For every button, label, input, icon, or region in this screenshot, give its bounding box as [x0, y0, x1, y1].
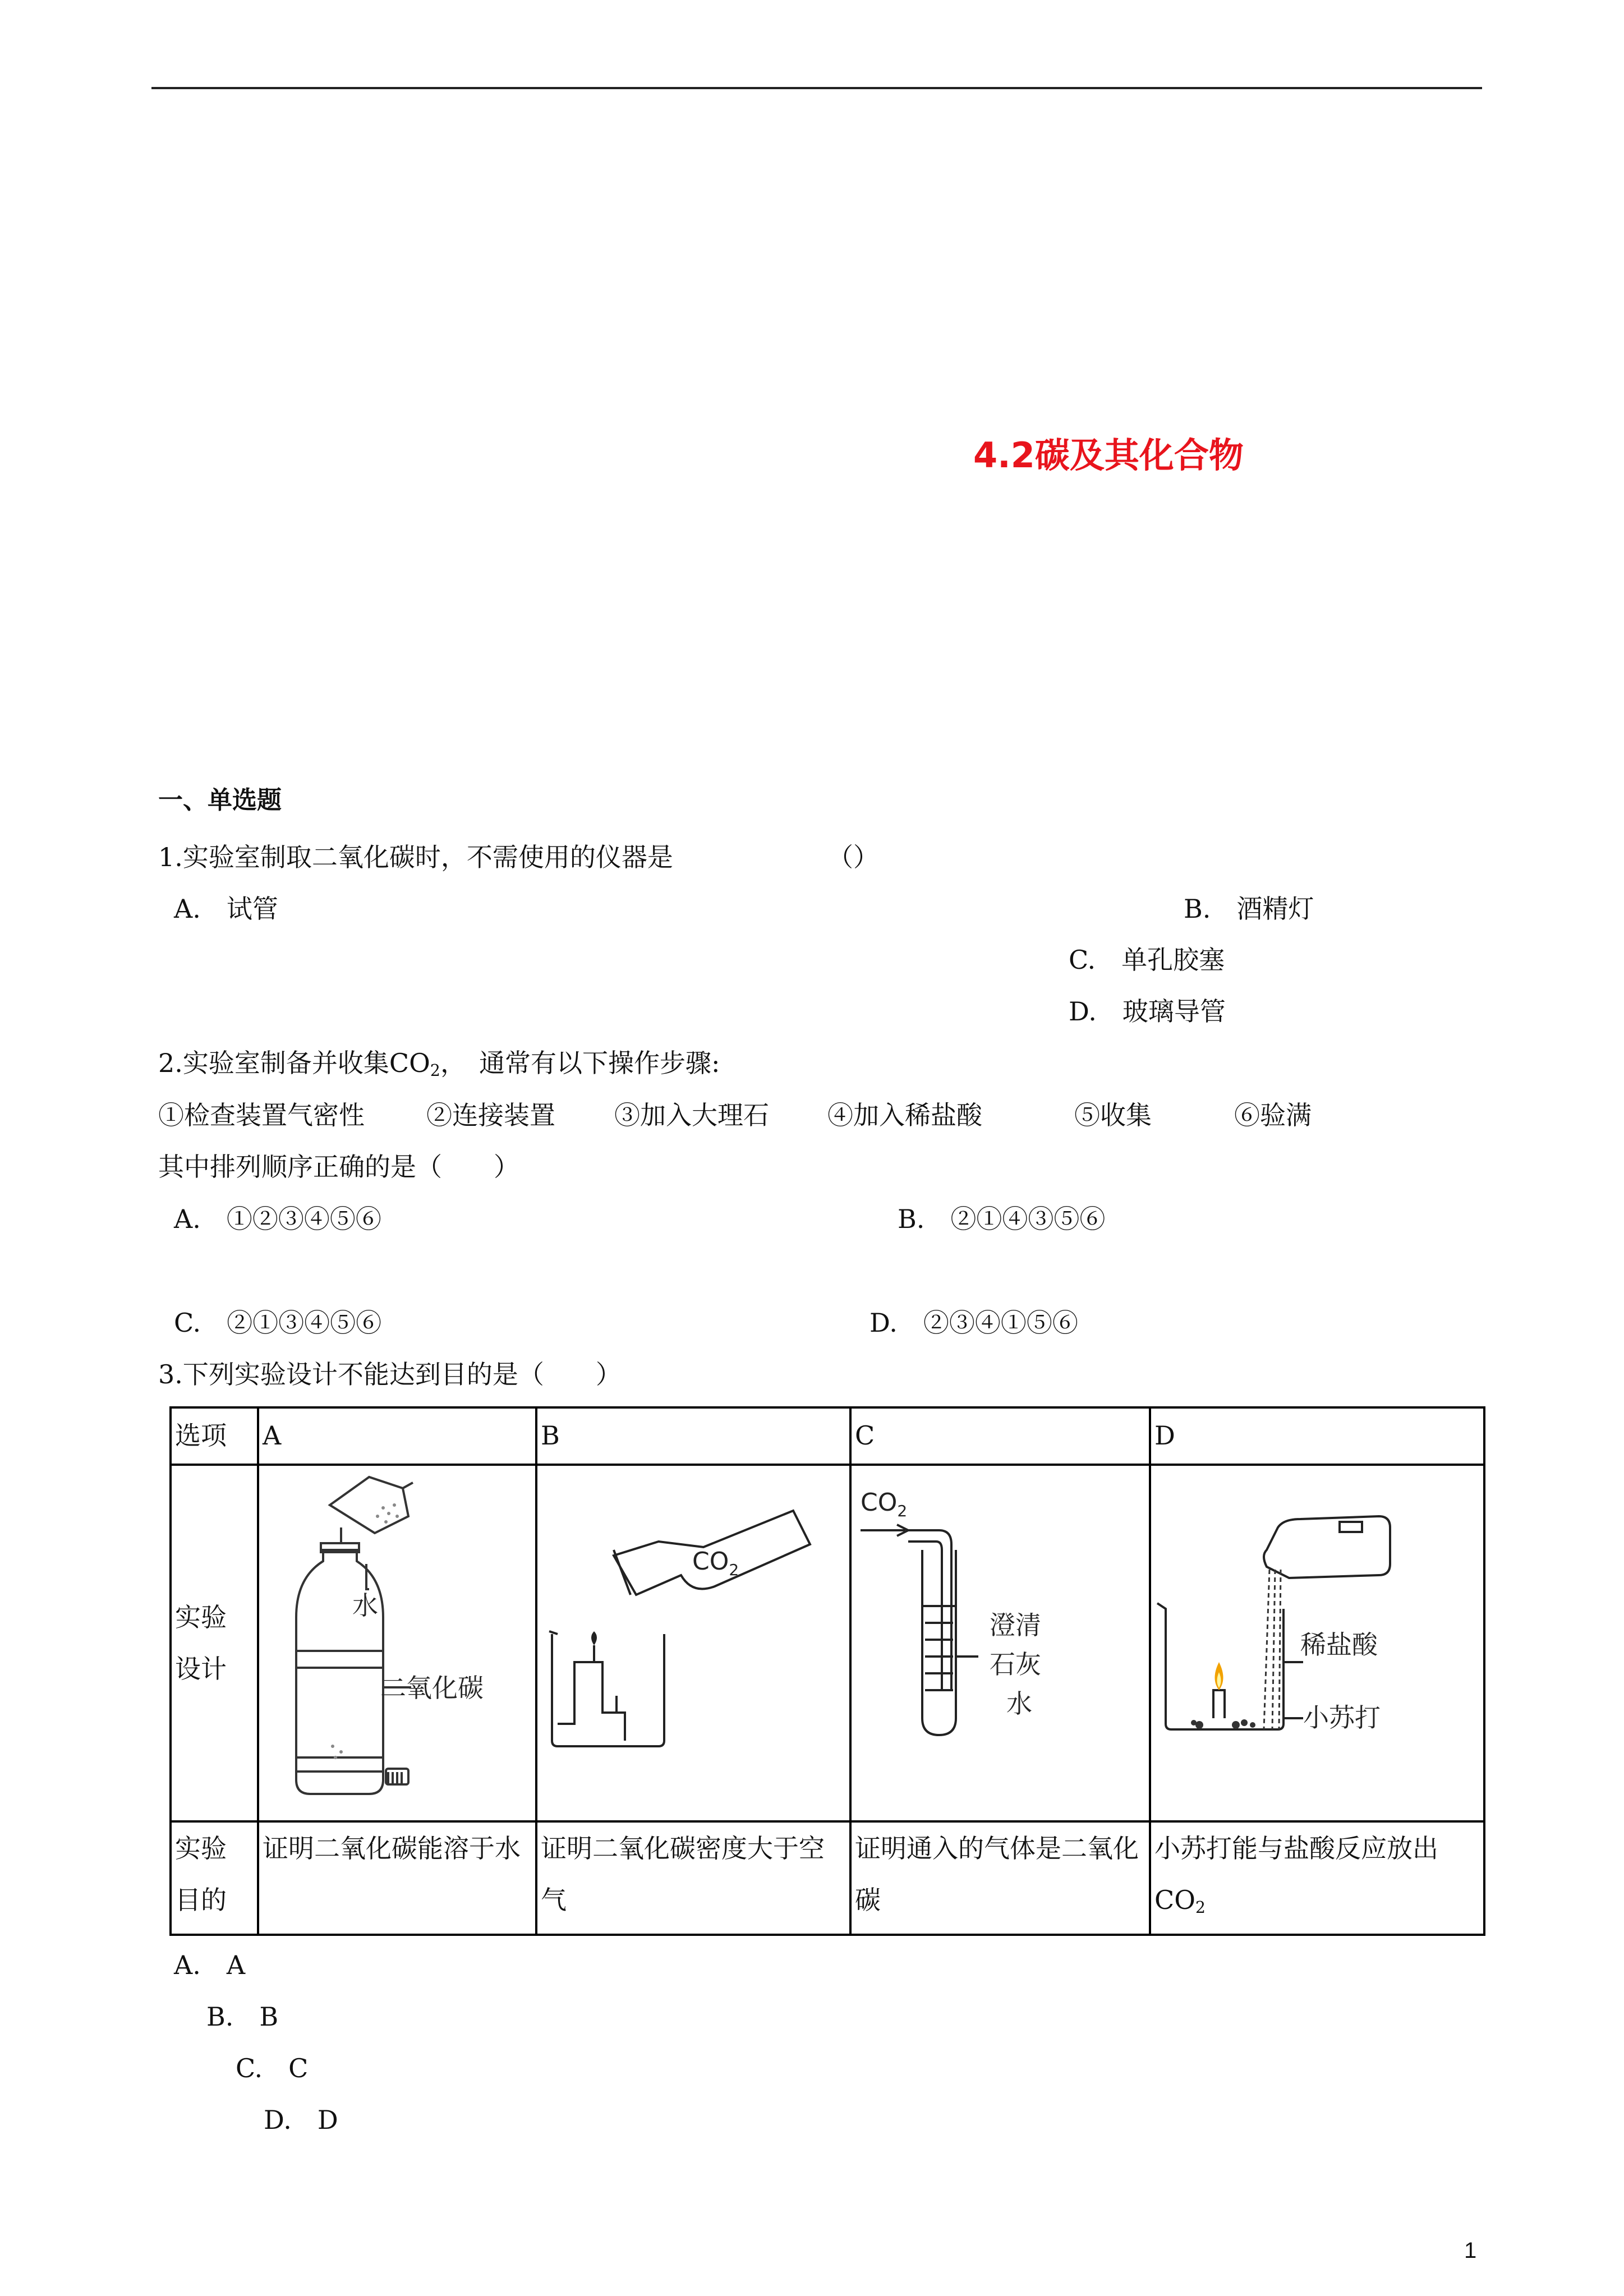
q3-option-b[interactable]: B. B: [206, 2001, 279, 2032]
q3-purpose-b: 证明二氧化碳密度大于空气: [536, 1821, 850, 1935]
diagram-beaker-steps: [541, 1466, 848, 1819]
q3-design-d: [1150, 1465, 1484, 1821]
diagram-candle-beaker: [1154, 1466, 1482, 1819]
q1-option-d[interactable]: D. 玻璃导管: [1069, 996, 1226, 1027]
q3-purpose-d: 小苏打能与盐酸反应放出$CO_2$: [1150, 1821, 1484, 1935]
q2-step-5: ⑤收集: [1074, 1100, 1152, 1130]
q2-option-b[interactable]: B. ②①④③⑤⑥: [898, 1204, 1106, 1234]
q3-stem: 3.下列实验设计不能达到目的是（ ）: [158, 1359, 622, 1389]
q1-option-c[interactable]: C. 单孔胶塞: [1069, 945, 1225, 975]
q3-design-label: 实验 设计: [171, 1465, 258, 1821]
q2-step-4: ④加入稀盐酸: [827, 1100, 982, 1130]
q3-purpose-c: 证明通入的气体是二氧化碳: [850, 1821, 1150, 1935]
q3-design-c: [850, 1465, 1150, 1821]
q2-step-2: ②连接装置: [426, 1100, 555, 1130]
q2-stem: 2.实验室制备并收集$CO_2$， 通常有以下操作步骤:: [158, 1048, 720, 1080]
q2-step-3: ③加入大理石: [614, 1100, 769, 1130]
diagram-d-soda-label: 小苏打: [1303, 1703, 1381, 1733]
diagram-a-co2-label: 二氧化碳: [380, 1673, 484, 1703]
q3-design-a: [258, 1465, 536, 1821]
q2-step-6: ⑥验满: [1234, 1100, 1312, 1130]
diagram-bottle: [263, 1466, 534, 1819]
q3-header-c: C: [850, 1407, 1150, 1465]
q3-option-a[interactable]: A. A: [174, 1950, 246, 1980]
q1-paren: （）: [827, 842, 879, 872]
q3-table: [169, 1406, 1485, 1936]
q1-option-b[interactable]: B. 酒精灯: [1184, 894, 1314, 924]
q3-header-a: A: [258, 1407, 536, 1465]
diagram-c-limewater-2: 石灰: [990, 1649, 1041, 1680]
q3-header-row: [171, 1407, 1484, 1465]
q3-option-c[interactable]: C. C: [236, 2053, 309, 2083]
q1-option-a[interactable]: A. 试管: [174, 894, 278, 924]
q3-header-option: 选项: [171, 1407, 258, 1465]
q2-ask: 其中排列顺序正确的是（ ）: [158, 1152, 519, 1182]
diagram-c-limewater-3: 水: [1006, 1688, 1032, 1719]
page-title: 4.2碳及其化合物: [973, 435, 1244, 476]
diagram-d-acid-label: 稀盐酸: [1300, 1630, 1378, 1660]
q2-option-c[interactable]: C. ②①③④⑤⑥: [174, 1308, 382, 1338]
q2-option-d[interactable]: D. ②③④①⑤⑥: [869, 1308, 1078, 1338]
q1-stem: 1.实验室制取二氧化碳时，不需使用的仪器是: [158, 842, 673, 872]
q3-purpose-row: [171, 1821, 1484, 1935]
q3-header-b: B: [536, 1407, 850, 1465]
header-rule: [151, 87, 1482, 89]
q3-purpose-a: 证明二氧化碳能溶于水: [258, 1821, 536, 1935]
q2-option-a[interactable]: A. ①②③④⑤⑥: [174, 1204, 381, 1234]
q3-design-b: [536, 1465, 850, 1821]
diagram-a-water-label: 水: [352, 1590, 378, 1621]
diagram-test-tube: [855, 1466, 1148, 1819]
section-heading: 一、单选题: [158, 786, 282, 815]
q3-header-d: D: [1150, 1407, 1484, 1465]
page-number: 1: [1464, 2238, 1477, 2263]
q3-option-d[interactable]: D. D: [264, 2105, 338, 2135]
diagram-b-co2-label: $CO_2$: [692, 1547, 739, 1579]
q3-purpose-label: 实验 目的: [171, 1821, 258, 1935]
q3-design-row: [171, 1465, 1484, 1821]
q2-step-1: ①检查装置气密性: [158, 1100, 365, 1130]
diagram-c-limewater-1: 澄清: [990, 1610, 1041, 1640]
diagram-c-co2-label: $CO_2$: [861, 1488, 908, 1520]
